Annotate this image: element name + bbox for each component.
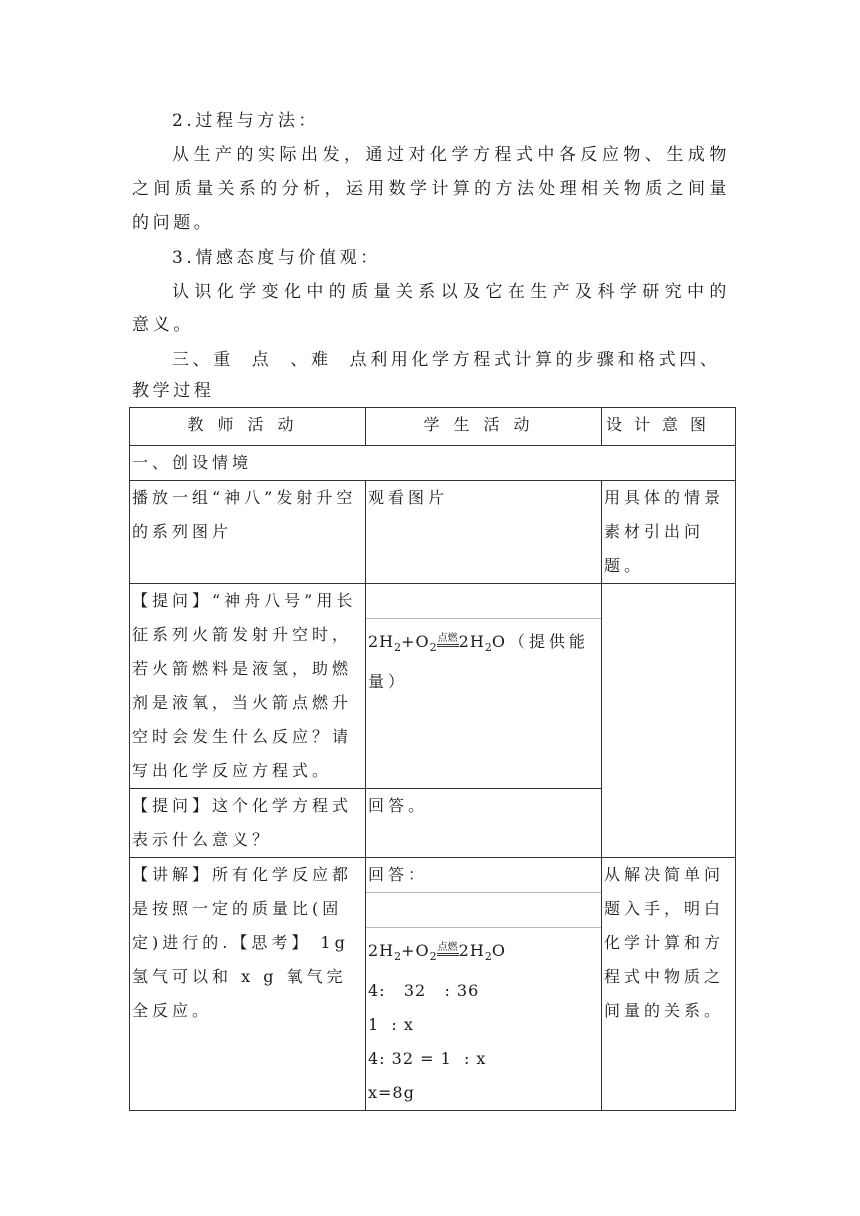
para-process-line-1: 从生产的实际出发，通过对化学方程式中各反应物、生成物 (172, 145, 730, 165)
para-process-line-2: 之间质量关系的分析，运用数学计算的方法处理相关物质之间量 (132, 179, 730, 199)
header-design-intent: 设计意图 (602, 408, 736, 446)
row4-equation: $2H_2+O_2$点燃$2H_2O$ (368, 941, 506, 964)
para-process-line-3: 的问题。 (132, 213, 215, 233)
section-key-points: 三、重 点 、难 点利用化学方程式计算的步骤和格式四、 (172, 350, 721, 370)
calc-line-1: 4: 32 : 36 (368, 981, 480, 1001)
row4-intent-cell: 从解决简单问题入手，明白化学计算和方程式中物质之间量的关系。 (602, 858, 736, 1111)
row4-student-cell (366, 858, 602, 1111)
table-row (130, 858, 736, 1111)
heading-attitude-values: 3.情感态度与价值观： (172, 248, 381, 268)
para-attitude-line-2: 意义。 (132, 315, 194, 335)
calc-line-4: x=8g (368, 1083, 415, 1103)
para-attitude-line-1: 认识化学变化中的质量关系以及它在生产及科学研究中的 (172, 282, 730, 302)
row2-teacher-cell: 【提问】“神舟八号”用长征系列火箭发射升空时，若火箭燃料是液氢，助燃剂是液氧，当火箭点燃升空时会发生什么反应？请写出化学反应方程式。 (130, 584, 366, 789)
row3-student-cell: 回答。 (366, 789, 602, 858)
heading-process-method: 2.过程与方法： (172, 111, 320, 131)
lesson-table (129, 407, 736, 1111)
section-teaching-process: 教学过程 (132, 381, 215, 401)
table-row (130, 481, 736, 584)
calc-line-2: 1 : x (368, 1015, 414, 1035)
reaction-condition-ignite-2: 点燃 (437, 943, 459, 956)
header-student-activity: 学生活动 (366, 408, 602, 446)
row2-student-cell (366, 584, 602, 789)
header-teacher-activity: 教师活动 (130, 408, 366, 446)
row2-intent-cell (602, 584, 736, 858)
row3-teacher-cell: 【提问】这个化学方程式表示什么意义？ (130, 789, 366, 858)
table-section-row (130, 446, 736, 481)
row1-student-cell: 观看图片 (366, 481, 602, 584)
row4-answer-label: 回答： (368, 865, 429, 884)
table-header-row (130, 408, 736, 446)
row4-teacher-cell: 【讲解】所有化学反应都是按照一定的质量比(固定)进行的.【思考】 1g氢气可以和 x g 氧气完全反应。 (130, 858, 366, 1111)
row2-equation: $2H_2+O_2$点燃$2H_2O$（提供能量） (368, 632, 589, 692)
reaction-condition-ignite: 点燃 (437, 634, 459, 647)
row1-teacher-cell: 播放一组“神八”发射升空的系列图片 (130, 481, 366, 584)
calc-line-3: 4: 32 = 1 : x (368, 1049, 487, 1069)
section-title-create-context: 一、创设情境 (130, 446, 736, 481)
table-row (130, 584, 736, 789)
row1-intent-cell: 用具体的情景素材引出问题。 (602, 481, 736, 584)
